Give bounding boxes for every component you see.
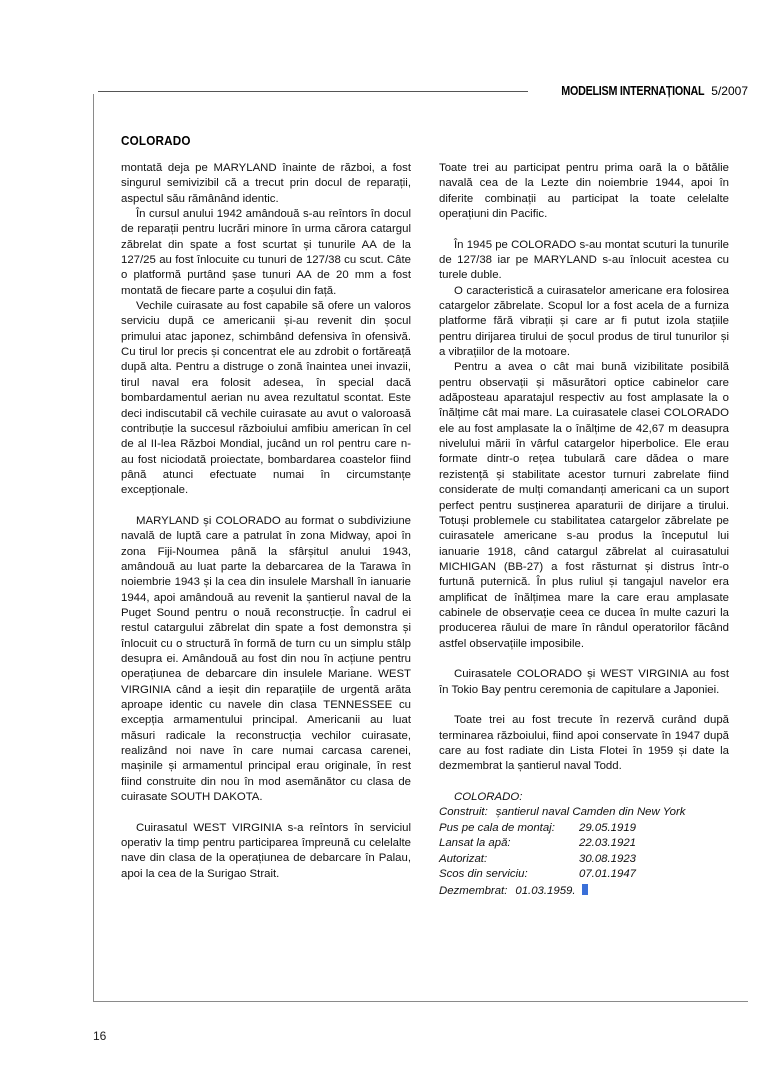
spec-label: Autorizat: (439, 852, 488, 865)
paragraph: Pentru a avea o cât mai bună vizibilitate posibilă pentru observații și măsurători optice cabinelor care adăposteau aparatajul respectiv au fost amplasate la o înălțime cât mai mare. La cuirasatele clasei COLORADO ele au fost amplasate la o înălțime de 42,67 m deasupra nivelului mării în vârful catargelor hiperbolice. Ele erau formate dintr-o rețea tubulară care dădea o mare rezistență și stabilitate acestor turnuri zabrelate fiind considerate de mulți comandanți americani ca un suport perfect pentru susținerea aparaturii de dirijare a tirului. Totuși problemele cu stabilitatea catargelor zăbrelate pe cuirasatele americane s-au produs la începutul lui ianuarie 1918, când catargul zăbrelat al cuirasatului MICHIGAN (BB-27) a fost răsturnat și distrus într-o furtună puternică. În plus ruliul și tangajul navelor era amplificat de înălțimea mare la care erau amplasate cabinele de observație ceea ce ducea în multe cazuri la producerea răului de mare în rândul operatorilor făcând astfel observațiile imposibile. (439, 361, 729, 650)
paragraph: Cuirasatul WEST VIRGINIA s-a reîntors în serviciul operativ la timp pentru participarea împreună cu celelalte nave din clasa de la operațiunea de debarcare în Palau, apoi la cea de la Surigao Strait. (121, 821, 411, 880)
spec-label: Lansat la apă: (439, 837, 511, 850)
issue-number: 5/2007 (711, 84, 748, 98)
page-number: 16 (93, 1029, 107, 1043)
end-of-article-marker (582, 884, 588, 895)
paragraph: Toate trei au fost trecute în rezervă curând după terminarea războiului, fiind apoi conservate în 1947 după care au fost radiate din Lista Flotei în 1959 și date la dezmembrat la șantierul naval Todd. (439, 714, 729, 773)
paragraph: montată deja pe MARYLAND înainte de război, a fost singurul semivizibil că a trecut prin docul de reparații, aspectul său rămânând identic. (121, 162, 411, 205)
frame-bottom-rule (93, 1001, 748, 1002)
spec-row-built (439, 805, 729, 821)
article-body (121, 161, 729, 899)
magazine-title: MODELISM INTERNAȚIONAL (561, 84, 705, 98)
spec-value: 01.03.1959. (515, 884, 576, 897)
spec-row-commissioned (439, 852, 729, 868)
spec-value: 30.08.1923 (579, 852, 637, 865)
paragraph: Cuirasatele COLORADO și WEST VIRGINIA au fost în Tokio Bay pentru ceremonia de capitulare a Japoniei. (439, 668, 729, 696)
spec-value: 29.05.1919 (579, 821, 637, 834)
spec-row-decommissioned (439, 867, 729, 883)
spec-value: 22.03.1921 (579, 837, 637, 850)
paragraph: Vechile cuirasate au fost capabile să ofere un valoros serviciu după ce americanii și-au revenit din șocul primului atac japonez, schimbând defensiva în ofensivă. Cu tirul lor precis și concentrat ele au zdrobit o fortăreață după alta. Pentru a distruge o zonă înaintea unei invazii, tirul naval era folosit adesea, în special dacă bombardamentul aerian nu avea rezultatul scontat. Este deci indiscutabil că vechile cuirasate au avut o valoroasă contribuție la succesul războiului amfibiu american în cel de al II-lea Război Mondial, jucând un rol pentru care n-au fost niciodată proiectate, bombardarea coastelor fiind până atunci efectuate numai în circumstanțe excepționale. (121, 300, 411, 497)
spec-row-laid-down (439, 821, 729, 837)
spec-label: Pus pe cala de montaj: (439, 821, 555, 834)
spec-label: Scos din serviciu: (439, 868, 528, 881)
spec-value: 07.01.1947 (579, 868, 637, 881)
article-title: COLORADO (121, 132, 191, 148)
paragraph: În cursul anului 1942 amândouă s-au reîntors în docul de reparații pentru lucrări minore în urma cărora catargul zăbrelat din spate a fost scurtat și tunurile AA de la 127/25 au fost înlocuite cu tunuri de 127/38 cu scut. Câte o platformă purtând șase tunuri AA de 20 mm a fost montată de fiecare parte a coșului din față. (121, 208, 411, 297)
column-right (439, 161, 729, 899)
paragraph: Toate trei au participat pentru prima oară la o bătălie navală cea de la Lezte din noiembrie 1944, apoi în diferite combinații au participat la toate celelalte operațiuni din Pacific. (439, 162, 729, 221)
spec-value: șantierul naval Camden din New York (495, 806, 686, 819)
paragraph: O caracteristică a cuirasatelor americane era folosirea catargelor zăbrelate. Scopul lor a fost acela de a furniza platforme fără vibrații și care ar fi putut izola stațiile pentru dirijarea tirului de șocul produs de tirul tunurilor și a vibrațiilor de la motoare. (439, 284, 729, 359)
spec-label: Construit: (439, 806, 488, 819)
ship-specifications (439, 790, 729, 900)
column-left (121, 161, 411, 899)
header-rule (98, 91, 528, 92)
specs-title: COLORADO: (454, 790, 523, 803)
paragraph: MARYLAND și COLORADO au format o subdiviziune navală de luptă care a patrulat în zona Midway, apoi în zona Fiji-Noumea până la sfârșitul anului 1943, amândouă au luat parte la debarcarea de la Tarawa în noiembrie 1943 și la cea din insulele Marshall în ianuarie 1944, apoi amândouă au revenit la șantierul naval de la Puget Sound pentru o nouă reconstrucție. În cadrul ei restul catargului zăbrelat din spate a fost demonstra și înlocuit cu o structură în formă de turn cu un simplu stâlp desupra ei. Amândouă au fost din nou în acțiune pentru operațiunea de debarcare din insulele Mariane. WEST VIRGINIA când a ieșit din reparațiile de urgentă arăta aproape identic cu navele din clasa TENNESSEE cu excepția armamentului principal. Americanii au luat măsuri radicale la reconstrucția vechilor cuirasate, realizând noi nave în care numai carcasa carenei, mașinile și armamentul principal erau originale, în rest fiind construite din nou în mod asemănător cu clasa de cuirasate SOUTH DAKOTA. (121, 514, 411, 804)
frame-left-rule (93, 94, 94, 1002)
page-header (92, 80, 748, 102)
spec-row-scrapped (439, 883, 729, 900)
spec-label: Dezmembrat: (439, 884, 508, 897)
spec-row-launched (439, 836, 729, 852)
paragraph: În 1945 pe COLORADO s-au montat scuturi la tunurile de 127/38 iar pe MARYLAND s-au înlocuit acestea cu turele duble. (439, 238, 729, 282)
